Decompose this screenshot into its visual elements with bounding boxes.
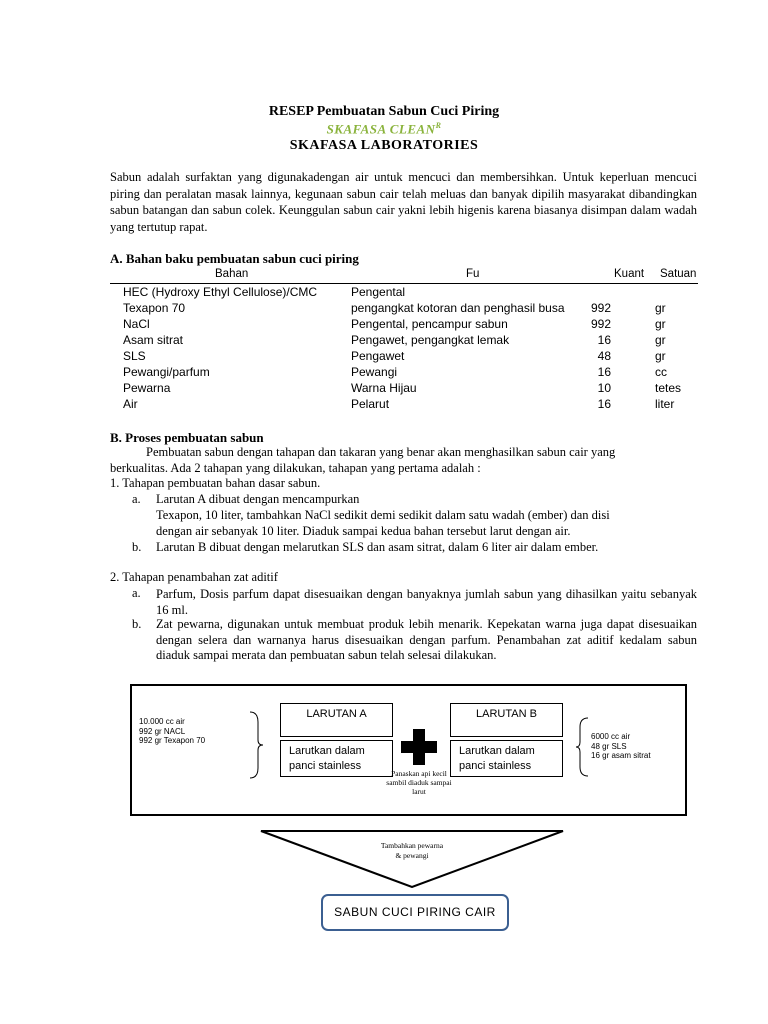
- cell-bahan: HEC (Hydroxy Ethyl Cellulose)/CMC: [123, 285, 318, 299]
- step-2b-marker: b.: [132, 617, 142, 631]
- cell-fungsi: Pewangi: [351, 365, 398, 379]
- step-1b-line1: Larutan B dibuat dengan melarutkan SLS dan asam sitrat, dalam 6 liter air dalam ember.: [156, 540, 599, 554]
- larutan-b-box: [450, 703, 563, 737]
- larutan-a-box: [280, 703, 393, 737]
- step-2a-marker: a.: [132, 586, 141, 600]
- cell-fungsi: Pengental: [351, 285, 406, 299]
- table-row: [123, 365, 703, 381]
- plus-icon: [400, 728, 438, 766]
- cell-kuantitas: 992: [590, 301, 611, 315]
- plus-caption: Panaskan api kecil sambil diaduk sampai larut: [386, 769, 452, 796]
- cell-kuantitas: 16: [597, 365, 611, 379]
- cell-fungsi: pengangkat kotoran dan penghasil busa: [351, 301, 565, 315]
- step-1b-marker: b.: [132, 540, 142, 554]
- cell-satuan: gr: [655, 317, 666, 331]
- cell-kuantitas: 48: [597, 349, 611, 363]
- larutan-b-desc-box: [450, 740, 563, 777]
- step-1a-marker: a.: [132, 492, 141, 506]
- table-row: [123, 381, 703, 397]
- larutan-b-desc: Larutkan dalam panci stainless: [459, 745, 535, 772]
- note-asam-sitrat: 16 gr asam sitrat: [591, 751, 651, 760]
- step-1a-line2: Texapon, 10 liter, tambahkan NaCl sedikit demi sedikit dalam satu wadah (ember) dan disi: [156, 508, 610, 522]
- cell-kuantitas: 16: [597, 397, 611, 411]
- page-title: RESEP Pembuatan Sabun Cuci Piring: [268, 104, 500, 119]
- left-bracket: [246, 710, 266, 780]
- intro-paragraph: Sabun adalah surfaktan yang digunakadengan air untuk mencuci dan membersihkan. Untuk keperluan mencuci piring dan peralatan masak lainnya, kegunaan sabun cair telah meluas dan banyak dipilih masyarakat dibandingkan sabun batangan dan sabun colek. Keunggulan sabun cair yakni lebih higenis karena biasanya disimpan dalam wadah yang tertutup rapat.: [110, 170, 697, 234]
- step-2b-text: Zat pewarna, digunakan untuk membuat produk lebih menarik. Kepekatan warna juga dapat disesuaikan dengan selera dan warnanya harus disesuaikan dengan parfum. Penambahan zat aditif kedalam sabun diaduk sampai merata dan pembuatan sabun telah selesai dilakukan.: [156, 617, 697, 663]
- result-box: SABUN CUCI PIRING CAIR: [321, 894, 509, 931]
- brand-mark: R: [435, 121, 442, 130]
- cell-satuan: gr: [655, 333, 666, 347]
- lab-name: SKAFASA LABORATORIES: [289, 138, 479, 153]
- section-b-heading: B. Proses pembuatan sabun: [110, 430, 264, 445]
- cell-satuan: tetes: [655, 381, 682, 395]
- section-a-heading: A. Bahan baku pembuatan sabun cuci piring: [110, 251, 359, 266]
- cell-satuan: gr: [655, 349, 666, 363]
- larutan-a-desc: Larutkan dalam panci stainless: [289, 745, 365, 772]
- cell-fungsi: Pengawet, pengangkat lemak: [351, 333, 510, 347]
- cell-bahan: Asam sitrat: [123, 333, 184, 347]
- step-1a-line1: Larutan A dibuat dengan mencampurkan: [156, 492, 360, 506]
- note-texapon: 992 gr Texapon 70: [139, 736, 206, 745]
- cell-kuantitas: 10: [597, 381, 611, 395]
- larutan-a-label: LARUTAN A: [306, 708, 367, 720]
- cell-fungsi: Pengawet: [351, 349, 405, 363]
- step-1-title: 1. Tahapan pembuatan bahan dasar sabun.: [110, 476, 321, 490]
- larutan-b-label: LARUTAN B: [476, 708, 537, 720]
- cell-satuan: gr: [655, 301, 666, 315]
- cell-satuan: cc: [655, 365, 667, 379]
- step-2-title: 2. Tahapan penambahan zat aditif: [110, 570, 278, 584]
- cell-bahan: Pewangi/parfum: [123, 365, 210, 379]
- note-nacl: 992 gr NACL: [139, 726, 186, 736]
- table-row: [123, 301, 703, 317]
- cell-bahan: SLS: [123, 349, 146, 363]
- col-kuantitas: Kuant: [614, 268, 645, 280]
- right-notes: [591, 732, 651, 761]
- cell-fungsi: Pelarut: [351, 397, 390, 411]
- table-row: [123, 285, 703, 301]
- table-row: [123, 317, 703, 333]
- cell-bahan: NaCl: [123, 317, 150, 331]
- brand-name: [0, 121, 768, 137]
- note-air-b: 6000 cc air: [591, 732, 631, 741]
- step-1a-line3: dengan air sebanyak 10 liter. Diaduk sampai kedua bahan tersebut larut dengan air.: [156, 524, 571, 538]
- cell-kuantitas: 16: [597, 333, 611, 347]
- table-header: [110, 268, 698, 284]
- col-bahan: Bahan: [215, 268, 249, 280]
- step-2a-text: Parfum, Dosis parfum dapat disesuaikan dengan banyaknya jumlah sabun yang dihasilkan yaitu sebanyak 16 ml.: [156, 587, 697, 617]
- section-b-intro-1: Pembuatan sabun dengan tahapan dan takaran yang benar akan menghasilkan sabun cair yang: [146, 445, 616, 459]
- cell-satuan: liter: [655, 397, 675, 411]
- col-fungsi: Fu: [466, 268, 480, 280]
- cell-bahan: Texapon 70: [123, 301, 186, 315]
- left-notes: [139, 717, 205, 746]
- cell-fungsi: Pengental, pencampur sabun: [351, 317, 508, 331]
- table-row: [123, 397, 703, 413]
- col-satuan: Satuan: [660, 268, 697, 280]
- cell-fungsi: Warna Hijau: [351, 381, 417, 395]
- cell-bahan: Pewarna: [123, 381, 171, 395]
- arrow-caption: Tambahkan pewarna & pewangi: [380, 841, 444, 860]
- cell-bahan: Air: [123, 397, 138, 411]
- brand-text: SKAFASA CLEAN: [326, 121, 436, 137]
- note-air-a: 10.000 cc air: [139, 717, 185, 726]
- larutan-a-desc-box: [280, 740, 393, 777]
- table-row: [123, 349, 703, 365]
- right-bracket: [574, 716, 592, 778]
- section-b-intro-2: berkualitas. Ada 2 tahapan yang dilakukan, tahapan yang pertama adalah :: [110, 461, 481, 475]
- cell-kuantitas: 992: [590, 317, 611, 331]
- note-sls: 48 gr SLS: [591, 741, 627, 751]
- table-row: [123, 333, 703, 349]
